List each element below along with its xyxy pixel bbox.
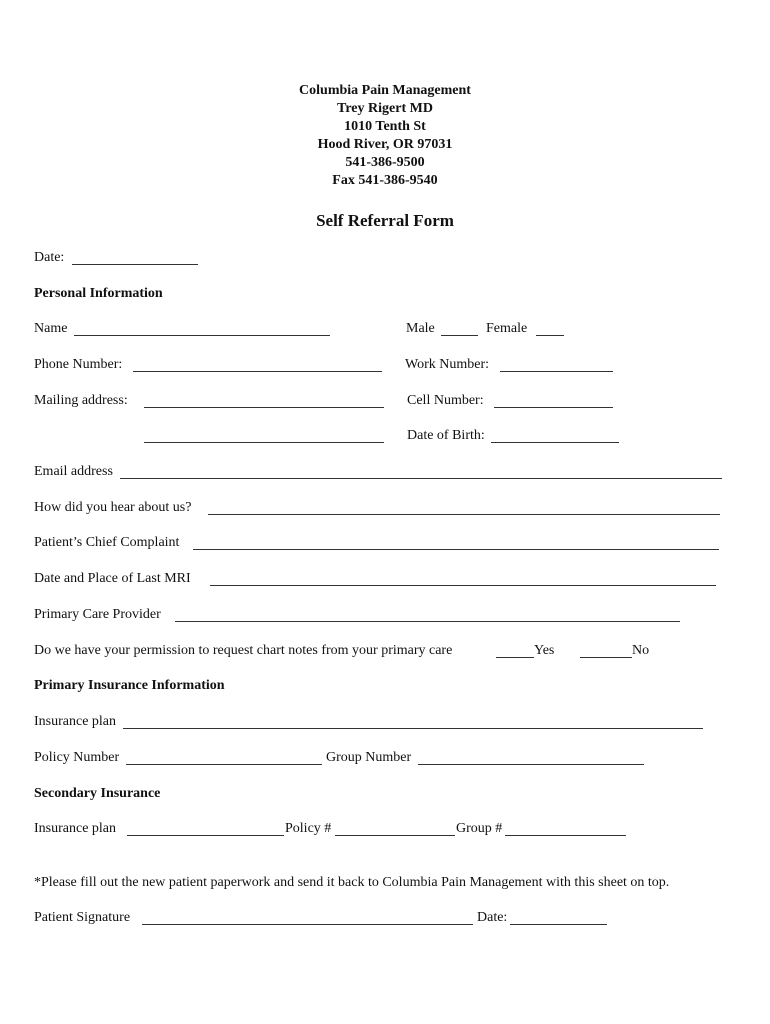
date-field[interactable] [72,264,198,265]
fax-number: Fax 541-386-9540 [332,173,438,188]
primary-group-number-field[interactable] [418,764,644,765]
email-field[interactable] [120,478,722,479]
primary-care-provider-label: Primary Care Provider [34,607,161,622]
phone-label: Phone Number: [34,357,123,372]
org-name: Columbia Pain Management [299,83,471,98]
cell-number-field[interactable] [494,407,613,408]
form-title: Self Referral Form [316,211,454,230]
mailing-address-label: Mailing address: [34,393,128,408]
chief-complaint-label: Patient’s Chief Complaint [34,535,180,550]
personal-info-heading: Personal Information [34,286,163,301]
permission-yes-label: Yes [534,643,555,658]
secondary-insurance-heading: Secondary Insurance [34,786,161,801]
letterhead [0,82,770,190]
name-field[interactable] [74,335,330,336]
secondary-policy-label: Policy # [285,821,332,836]
phone-field[interactable] [133,371,382,372]
primary-policy-number-field[interactable] [126,764,322,765]
chief-complaint-field[interactable] [193,549,719,550]
mailing-address-field[interactable] [144,407,384,408]
date-label: Date: [34,250,65,265]
work-number-field[interactable] [500,371,613,372]
signature-label: Patient Signature [34,910,131,925]
secondary-insurance-plan-field[interactable] [127,835,284,836]
signature-date-field[interactable] [510,924,607,925]
permission-no-label: No [632,643,650,658]
doctor-name: Trey Rigert MD [337,101,433,116]
permission-yes-field[interactable] [496,657,534,658]
primary-insurance-plan-label: Insurance plan [34,714,117,729]
male-field[interactable] [441,335,478,336]
primary-policy-number-label: Policy Number [34,750,120,765]
primary-group-number-label: Group Number [326,750,412,765]
permission-no-field[interactable] [580,657,632,658]
cell-number-label: Cell Number: [407,393,484,408]
primary-care-provider-field[interactable] [175,621,680,622]
secondary-group-field[interactable] [505,835,626,836]
secondary-group-label: Group # [456,821,503,836]
female-field[interactable] [536,335,564,336]
last-mri-field[interactable] [210,585,716,586]
male-label: Male [406,321,435,336]
referral-source-label: How did you hear about us? [34,500,192,515]
secondary-policy-field[interactable] [335,835,455,836]
instructions-note: *Please fill out the new patient paperwork and send it back to Columbia Pain Management with this sheet on top. [34,875,670,890]
street-address: 1010 Tenth St [344,119,426,134]
mailing-address-field-line2[interactable] [144,442,384,443]
phone-number: 541-386-9500 [345,155,425,170]
referral-source-field[interactable] [208,514,720,515]
dob-field[interactable] [491,442,619,443]
work-number-label: Work Number: [405,357,490,372]
permission-question: Do we have your permission to request chart notes from your primary care [34,643,453,658]
primary-insurance-heading: Primary Insurance Information [34,678,225,693]
dob-label: Date of Birth: [407,428,485,443]
signature-field[interactable] [142,924,473,925]
female-label: Female [486,321,528,336]
primary-insurance-plan-field[interactable] [123,728,703,729]
city-address: Hood River, OR 97031 [317,137,453,152]
last-mri-label: Date and Place of Last MRI [34,571,191,586]
email-label: Email address [34,464,113,479]
secondary-insurance-plan-label: Insurance plan [34,821,117,836]
signature-date-label: Date: [477,910,508,925]
name-label: Name [34,321,68,336]
